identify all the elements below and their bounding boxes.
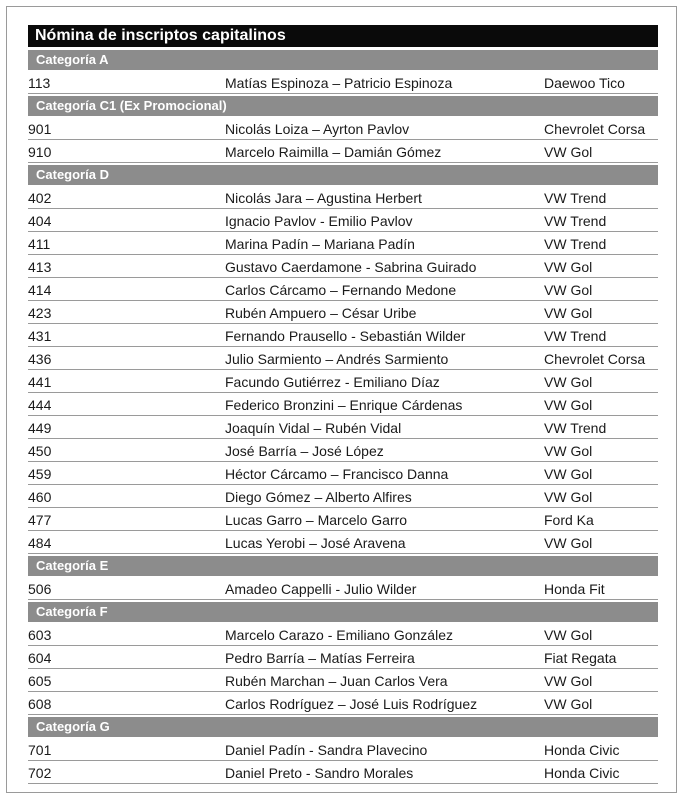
car-model: Honda Civic [544, 742, 620, 758]
car-number: 603 [28, 627, 52, 643]
table-row [28, 142, 658, 163]
table-row [28, 648, 658, 669]
car-model: VW Gol [544, 489, 593, 505]
car-model: VW Trend [544, 236, 607, 252]
table-row [28, 740, 658, 761]
car-model: VW Gol [544, 397, 593, 413]
table-row [28, 211, 658, 232]
table-row [28, 671, 658, 692]
car-number: 702 [28, 765, 52, 781]
car-number: 604 [28, 650, 52, 666]
table-row [28, 579, 658, 600]
car-number: 605 [28, 673, 52, 689]
car-model: Chevrolet Corsa [544, 351, 646, 367]
crew-names: Amadeo Cappelli - Julio Wilder [225, 581, 417, 597]
table-row [28, 487, 658, 508]
car-model: VW Trend [544, 190, 607, 206]
car-number: 459 [28, 466, 52, 482]
car-number: 444 [28, 397, 52, 413]
crew-names: Nicolás Jara – Agustina Herbert [225, 190, 422, 206]
car-model: VW Gol [544, 374, 593, 390]
table-row [28, 694, 658, 715]
car-number: 506 [28, 581, 52, 597]
table-row [28, 395, 658, 416]
table-row [28, 119, 658, 140]
car-number: 484 [28, 535, 52, 551]
category-header: Categoría F [28, 602, 658, 622]
crew-names: Fernando Prausello - Sebastián Wilder [225, 328, 466, 344]
category-header: Categoría E [28, 556, 658, 576]
crew-names: Daniel Preto - Sandro Morales [225, 765, 414, 781]
crew-names: José Barría – José López [225, 443, 384, 459]
crew-names: Carlos Cárcamo – Fernando Medone [225, 282, 457, 298]
car-model: VW Gol [544, 696, 593, 712]
crew-names: Joaquín Vidal – Rubén Vidal [225, 420, 402, 436]
car-model: VW Gol [544, 627, 593, 643]
car-model: VW Gol [544, 443, 593, 459]
category-header: Categoría D [28, 165, 658, 185]
car-model: Fiat Regata [544, 650, 617, 666]
car-number: 423 [28, 305, 52, 321]
car-number: 431 [28, 328, 52, 344]
car-model: Ford Ka [544, 512, 594, 528]
car-model: VW Gol [544, 259, 593, 275]
car-model: VW Gol [544, 535, 593, 551]
car-number: 460 [28, 489, 52, 505]
table-row [28, 625, 658, 646]
car-number: 413 [28, 259, 52, 275]
table-row [28, 464, 658, 485]
table-row [28, 188, 658, 209]
car-number: 414 [28, 282, 52, 298]
car-model: VW Gol [544, 305, 593, 321]
car-number: 441 [28, 374, 52, 390]
crew-names: Carlos Rodríguez – José Luis Rodríguez [225, 696, 478, 712]
table-row [28, 418, 658, 439]
car-model: VW Trend [544, 328, 607, 344]
table-row [28, 303, 658, 324]
crew-names: Ignacio Pavlov - Emilio Pavlov [225, 213, 413, 229]
car-number: 910 [28, 144, 52, 160]
table-row [28, 257, 658, 278]
car-model: VW Gol [544, 144, 593, 160]
car-number: 404 [28, 213, 52, 229]
car-number: 450 [28, 443, 52, 459]
car-number: 901 [28, 121, 52, 137]
crew-names: Federico Bronzini – Enrique Cárdenas [225, 397, 463, 413]
table-title: Nómina de inscriptos capitalinos [28, 25, 658, 47]
car-number: 608 [28, 696, 52, 712]
crew-names: Héctor Cárcamo – Francisco Danna [225, 466, 449, 482]
table-row [28, 349, 658, 370]
car-model: Honda Civic [544, 765, 620, 781]
car-number: 449 [28, 420, 52, 436]
car-number: 113 [28, 75, 51, 91]
table-row [28, 510, 658, 531]
car-number: 701 [28, 742, 52, 758]
table-row [28, 73, 658, 94]
car-model: Daewoo Tico [544, 75, 625, 91]
category-header: Categoría G [28, 717, 658, 737]
registrants-table [28, 25, 658, 786]
category-header: Categoría A [28, 50, 658, 70]
crew-names: Rubén Ampuero – César Uribe [225, 305, 417, 321]
table-row [28, 372, 658, 393]
category-header: Categoría C1 (Ex Promocional) [28, 96, 658, 116]
crew-names: Rubén Marchan – Juan Carlos Vera [225, 673, 448, 689]
car-number: 477 [28, 512, 52, 528]
crew-names: Pedro Barría – Matías Ferreira [225, 650, 415, 666]
crew-names: Lucas Yerobi – José Aravena [225, 535, 406, 551]
car-model: Chevrolet Corsa [544, 121, 646, 137]
crew-names: Nicolás Loiza – Ayrton Pavlov [225, 121, 410, 137]
crew-names: Julio Sarmiento – Andrés Sarmiento [225, 351, 449, 367]
car-number: 402 [28, 190, 52, 206]
crew-names: Daniel Padín - Sandra Plavecino [225, 742, 428, 758]
car-model: Honda Fit [544, 581, 605, 597]
car-model: VW Gol [544, 282, 593, 298]
car-model: VW Trend [544, 213, 607, 229]
table-row [28, 326, 658, 347]
table-row [28, 533, 658, 554]
table-row [28, 280, 658, 301]
crew-names: Facundo Gutiérrez - Emiliano Díaz [225, 374, 440, 390]
car-model: VW Gol [544, 673, 593, 689]
car-number: 436 [28, 351, 52, 367]
crew-names: Marcelo Raimilla – Damián Gómez [225, 144, 442, 160]
crew-names: Diego Gómez – Alberto Alfires [225, 489, 412, 505]
table-row [28, 234, 658, 255]
car-model: VW Gol [544, 466, 593, 482]
crew-names: Marina Padín – Mariana Padín [225, 236, 415, 252]
table-row [28, 763, 658, 784]
car-model: VW Trend [544, 420, 607, 436]
crew-names: Gustavo Caerdamone - Sabrina Guirado [225, 259, 477, 275]
crew-names: Lucas Garro – Marcelo Garro [225, 512, 408, 528]
crew-names: Marcelo Carazo - Emiliano González [225, 627, 453, 643]
crew-names: Matías Espinoza – Patricio Espinoza [225, 75, 453, 91]
car-number: 411 [28, 236, 51, 252]
table-body [28, 50, 658, 784]
table-row [28, 441, 658, 462]
